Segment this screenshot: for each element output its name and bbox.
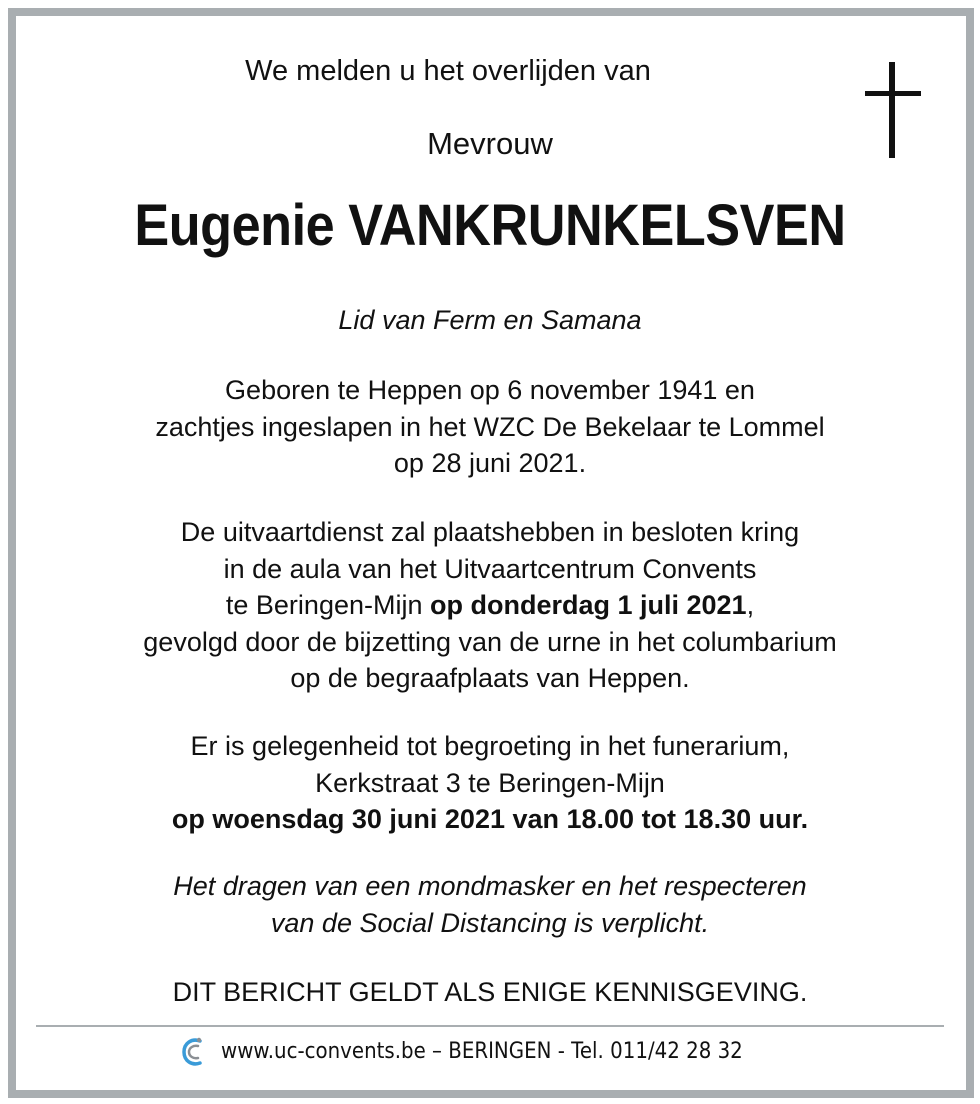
- service-date: op donderdag 1 juli 2021: [430, 590, 747, 620]
- deceased-name: Eugenie VANKRUNKELSVEN: [134, 193, 846, 258]
- birth-death-line: zachtjes ingeslapen in het WZC De Bekelaar te Lommel: [155, 411, 825, 442]
- announcement-intro: We melden u het overlijden van: [245, 55, 651, 87]
- service-line: in de aula van het Uitvaartcentrum Convents: [223, 553, 757, 584]
- membership-line: Lid van Ferm en Samana: [338, 305, 642, 335]
- birth-death-line: op 28 juni 2021.: [393, 448, 587, 478]
- visitation-paragraph: [0, 728, 980, 838]
- funeral-service-paragraph: [0, 514, 980, 697]
- service-line: De uitvaartdienst zal plaatshebben in besloten kring: [180, 517, 800, 547]
- footer: [0, 1034, 980, 1070]
- footer-contact: www.uc-convents.be – BERINGEN - Tel. 011/42 28 32: [220, 1039, 743, 1064]
- footer-divider: [36, 1025, 944, 1027]
- service-line-date: [0, 587, 980, 624]
- mask-notice-line: van de Social Distancing is verplicht.: [270, 907, 710, 938]
- visitation-address: Kerkstraat 3 te Beringen-Mijn: [315, 767, 665, 798]
- service-comma: ,: [746, 590, 755, 620]
- service-line: gevolgd door de bijzetting van de urne in het columbarium: [143, 626, 837, 657]
- mask-notice-paragraph: [0, 868, 980, 941]
- mask-notice-line: Het dragen van een mondmasker en het respecteren: [173, 871, 807, 901]
- official-notice: DIT BERICHT GELDT ALS ENIGE KENNISGEVING.: [172, 977, 808, 1007]
- service-line: op de begraafplaats van Heppen.: [290, 663, 690, 693]
- visitation-line: Er is gelegenheid tot begroeting in het funerarium,: [190, 731, 790, 761]
- uc-convents-logo-icon: [180, 1035, 206, 1069]
- honorific-title: Mevrouw: [427, 126, 553, 161]
- service-location: te Beringen-Mijn: [225, 590, 430, 620]
- birth-death-line: Geboren te Heppen op 6 november 1941 en: [225, 375, 755, 405]
- visitation-time: op woensdag 30 juni 2021 van 18.00 tot 18.30 uur.: [171, 804, 809, 834]
- birth-death-paragraph: [0, 372, 980, 482]
